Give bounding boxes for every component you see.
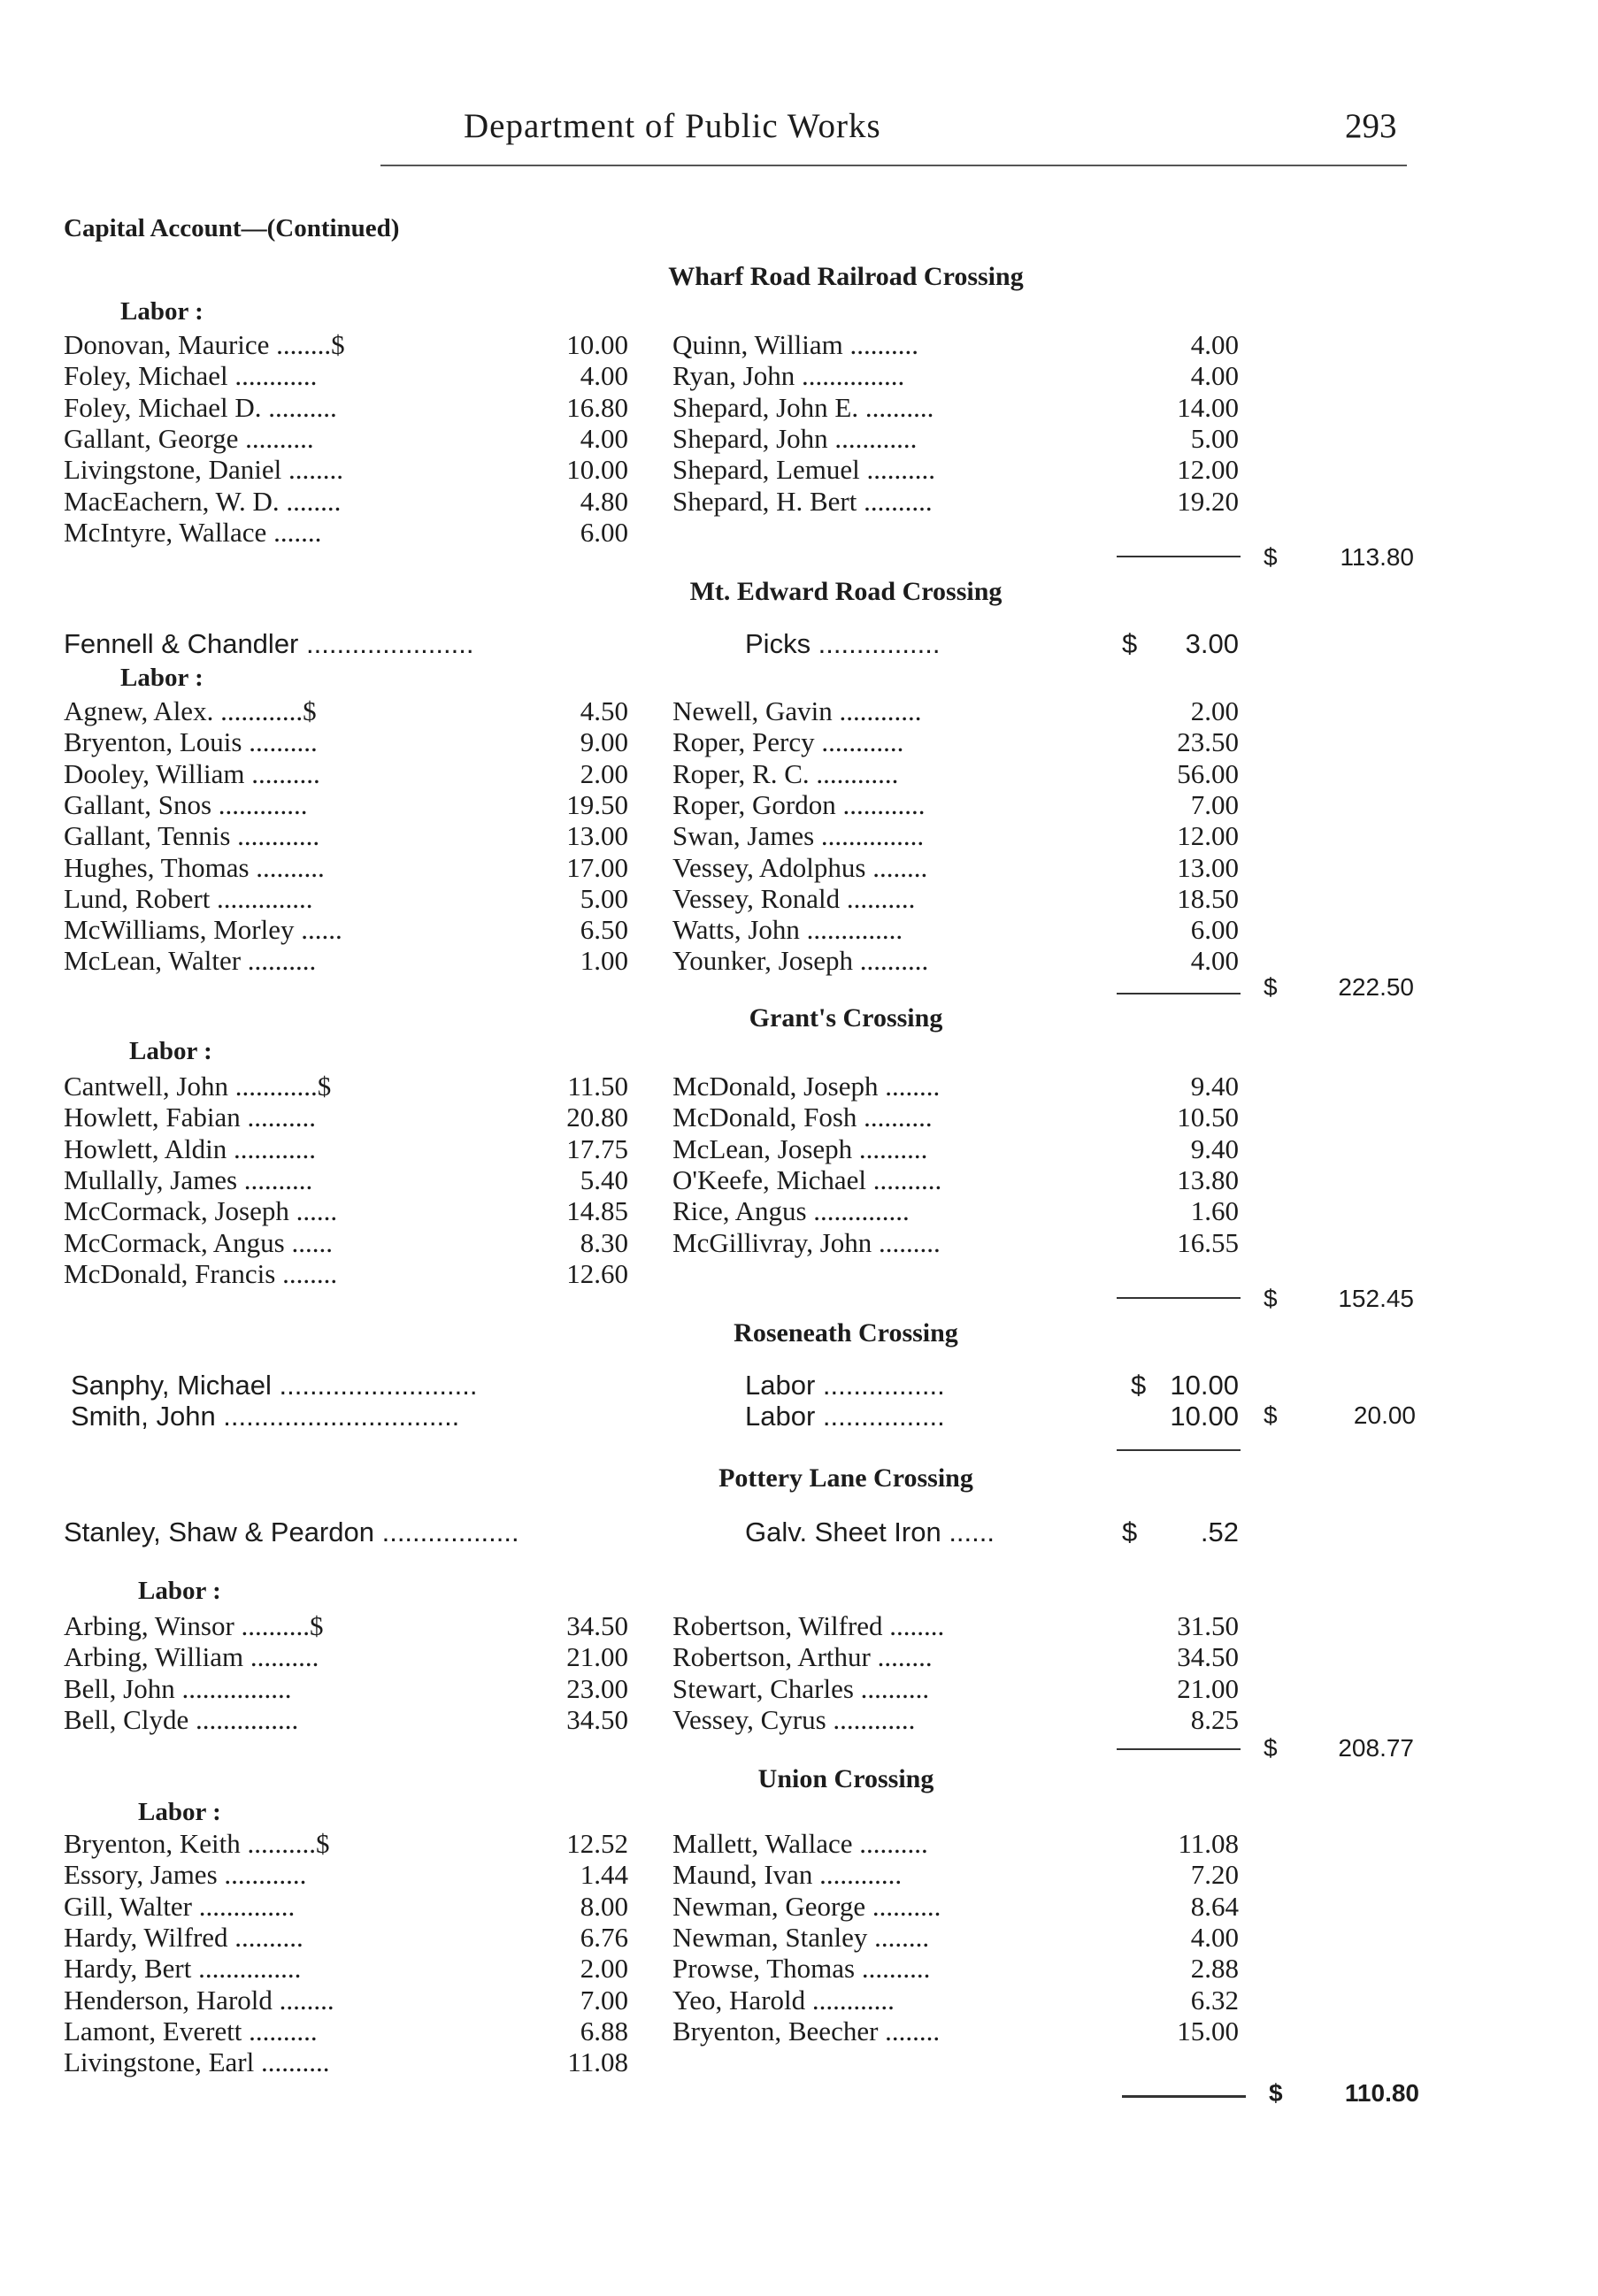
entry-name: McDonald, Francis ........ [64, 1257, 338, 1289]
subtotal-rule [1117, 1748, 1241, 1750]
entry-name: Bell, John ................ [64, 1672, 292, 1704]
dollar-sign: $ [1264, 1285, 1278, 1312]
entry-amount: 6.00 [1190, 914, 1239, 946]
labor-label: Labor : [138, 1577, 221, 1605]
entry-amount: 6.00 [580, 516, 628, 548]
supply-dollar: $ [1122, 1517, 1138, 1547]
entry-amount: 7.20 [1190, 1859, 1239, 1891]
entry-name: Arbing, William .......... [64, 1641, 319, 1673]
entry-item: Labor ................ [745, 1401, 945, 1432]
entry-amount: 11.08 [1178, 1828, 1239, 1859]
entry-name: Livingstone, Daniel ........ [64, 454, 343, 486]
entry-amount: 7.00 [580, 1984, 628, 2016]
entry-amount: 4.00 [1190, 1921, 1239, 1953]
section-title: Union Crossing [757, 1764, 934, 1793]
entry-name: Foley, Michael ............ [64, 360, 318, 392]
supplier-name: Stanley, Shaw & Peardon .................. [64, 1517, 519, 1547]
subtotal-rule [1117, 1297, 1241, 1299]
entry-name: Roper, R. C. ............ [672, 757, 899, 789]
entry-name: McGillivray, John ......... [672, 1226, 941, 1258]
entry-amount: 13.00 [1177, 851, 1239, 883]
entry-name: Cantwell, John ............$ [64, 1071, 332, 1102]
entry-amount: 5.00 [580, 882, 628, 914]
supplier-name: Fennell & Chandler ...................... [64, 628, 474, 659]
subtotal-rule [1117, 556, 1241, 557]
section-total: 110.80 [1344, 2079, 1419, 2107]
entry-name: Vessey, Adolphus ........ [672, 851, 928, 883]
entry-amount: 7.00 [1190, 788, 1239, 820]
section-total: 113.80 [1340, 543, 1414, 571]
page-number: 293 [1345, 107, 1397, 145]
entry-amount: 17.00 [566, 851, 628, 883]
entry-amount: 13.00 [566, 820, 628, 852]
entry-name: Newell, Gavin ............ [672, 695, 922, 726]
entry-amount: 10.00 [1170, 1401, 1239, 1432]
entry-amount: 5.00 [1190, 422, 1239, 454]
entry-amount: 15.00 [1177, 2015, 1239, 2046]
entry-name: McWilliams, Morley ...... [64, 914, 342, 946]
entry-amount: 8.30 [580, 1226, 628, 1258]
section-title: Roseneath Crossing [734, 1318, 958, 1348]
entry-name: Robertson, Arthur ........ [672, 1641, 933, 1673]
entry-amount: 16.80 [566, 391, 628, 423]
entry-name: Shepard, John E. .......... [672, 391, 934, 423]
entry-name: Shepard, H. Bert .......... [672, 485, 933, 517]
entry-amount: 10.00 [566, 329, 628, 360]
supply-item: Galv. Sheet Iron ...... [745, 1517, 995, 1547]
section-title: Wharf Road Railroad Crossing [668, 262, 1024, 291]
entry-name: McLean, Joseph .......... [672, 1133, 928, 1164]
entry-amount: 12.52 [566, 1828, 628, 1859]
entry-amount: 21.00 [566, 1641, 628, 1673]
entry-amount: 9.40 [1190, 1133, 1239, 1164]
entry-amount: 9.00 [580, 726, 628, 758]
entry-name: Robertson, Wilfred ........ [672, 1610, 945, 1641]
entry-name: Younker, Joseph .......... [672, 945, 929, 977]
subtotal-rule [1117, 1449, 1241, 1451]
entry-name: Shepard, John ............ [672, 422, 918, 454]
entry-amount: 8.64 [1190, 1890, 1239, 1922]
entry-amount: 20.80 [566, 1102, 628, 1133]
entry-name: Newman, Stanley ........ [672, 1921, 930, 1953]
entry-amount: 4.00 [1190, 329, 1239, 360]
dollar-sign: $ [1264, 1734, 1278, 1762]
entry-name: Hardy, Wilfred .......... [64, 1921, 303, 1953]
entry-amount: 11.08 [567, 2046, 628, 2078]
entry-name: Shepard, Lemuel .......... [672, 454, 936, 486]
entry-name: Quinn, William .......... [672, 329, 919, 360]
entry-name: McDonald, Fosh .......... [672, 1102, 933, 1133]
entry-name: McLean, Walter .......... [64, 945, 317, 977]
dollar-sign: $ [1264, 1401, 1278, 1429]
entry-name: Livingstone, Earl .......... [64, 2046, 330, 2078]
entry-name: Ryan, John ............... [672, 360, 905, 392]
entry-name: McIntyre, Wallace ....... [64, 516, 322, 548]
entry-amount: 2.00 [580, 1953, 628, 1985]
entry-amount: 17.75 [566, 1133, 628, 1164]
section-title: Pottery Lane Crossing [718, 1463, 973, 1493]
entry-amount: 10.50 [1177, 1102, 1239, 1133]
subtotal-rule [1122, 2095, 1246, 2098]
entry-amount: 4.00 [580, 422, 628, 454]
entry-name: Howlett, Aldin ............ [64, 1133, 317, 1164]
entry-name: Mullally, James .......... [64, 1163, 313, 1195]
labor-label: Labor : [138, 1798, 221, 1826]
entry-amount: 13.80 [1177, 1163, 1239, 1195]
entry-amount: 2.88 [1190, 1953, 1239, 1985]
entry-name: Prowse, Thomas .......... [672, 1953, 931, 1985]
entry-name: McDonald, Joseph ........ [672, 1071, 941, 1102]
entry-amount: 14.00 [1177, 391, 1239, 423]
entry-name: Bryenton, Keith ..........$ [64, 1828, 330, 1859]
supply-amount: .52 [1200, 1517, 1239, 1547]
entry-name: Henderson, Harold ........ [64, 1984, 334, 2016]
entry-name: Mallett, Wallace .......... [672, 1828, 928, 1859]
entry-amount: 1.44 [580, 1859, 628, 1891]
entry-amount: 10.00 [566, 454, 628, 486]
entry-name: Smith, John ............................... [71, 1401, 460, 1432]
entry-name: Watts, John .............. [672, 914, 903, 946]
entry-amount: 34.50 [1177, 1641, 1239, 1673]
entry-amount: 6.32 [1190, 1984, 1239, 2016]
entry-amount: 6.76 [580, 1921, 628, 1953]
entry-name: Rice, Angus .............. [672, 1195, 910, 1227]
entry-name: Sanphy, Michael .......................... [71, 1370, 478, 1401]
page-title: Department of Public Works [464, 107, 881, 145]
entry-amount: 5.40 [580, 1163, 628, 1195]
entry-name: MacEachern, W. D. ........ [64, 485, 342, 517]
entry-name: Maund, Ivan ............ [672, 1859, 903, 1891]
entry-name: Gallant, George .......... [64, 422, 314, 454]
entry-amount: 34.50 [566, 1610, 628, 1641]
supply-dollar: $ [1122, 628, 1138, 659]
entry-name: Bryenton, Louis .......... [64, 726, 318, 758]
section-title: Grant's Crossing [749, 1003, 943, 1033]
section-title: Mt. Edward Road Crossing [689, 577, 1003, 606]
entry-name: Essory, James ............ [64, 1859, 307, 1891]
entry-name: Arbing, Winsor ..........$ [64, 1610, 324, 1641]
entry-amount: 18.50 [1177, 882, 1239, 914]
labor-label: Labor : [129, 1037, 212, 1065]
entry-name: Vessey, Cyrus ............ [672, 1703, 916, 1735]
entry-name: Howlett, Fabian .......... [64, 1102, 316, 1133]
entry-amount: 23.00 [566, 1672, 628, 1704]
section-total: 152.45 [1338, 1285, 1414, 1312]
entry-amount: 8.00 [580, 1890, 628, 1922]
entry-name: Hughes, Thomas .......... [64, 851, 325, 883]
entry-name: Roper, Gordon ............ [672, 788, 926, 820]
dollar-sign: $ [1264, 543, 1278, 571]
entry-name: McCormack, Angus ...... [64, 1226, 333, 1258]
entry-amount: 12.00 [1177, 820, 1239, 852]
entry-amount: 14.85 [566, 1195, 628, 1227]
entry-amount: 56.00 [1177, 757, 1239, 789]
entry-amount: 6.88 [580, 2015, 628, 2046]
entry-amount: 4.00 [1190, 945, 1239, 977]
entry-amount: 10.00 [1170, 1370, 1239, 1401]
entry-name: Dooley, William .......... [64, 757, 320, 789]
dollar-sign: $ [1269, 2079, 1283, 2107]
entry-amount: 4.00 [580, 360, 628, 392]
section-total: 208.77 [1338, 1734, 1414, 1762]
entry-amount: 12.00 [1177, 454, 1239, 486]
section-total: 222.50 [1338, 973, 1414, 1001]
entry-amount: 34.50 [566, 1703, 628, 1735]
entry-name: Gallant, Snos ............. [64, 788, 308, 820]
entry-name: Newman, George .......... [672, 1890, 941, 1922]
entry-amount: 2.00 [1190, 695, 1239, 726]
entry-amount: 2.00 [580, 757, 628, 789]
entry-name: Bell, Clyde ............... [64, 1703, 299, 1735]
entry-amount: 8.25 [1190, 1703, 1239, 1735]
entry-name: Stewart, Charles .......... [672, 1672, 930, 1704]
entry-name: Hardy, Bert ............... [64, 1953, 302, 1985]
entry-amount: 31.50 [1177, 1610, 1239, 1641]
entry-name: Donovan, Maurice ........$ [64, 329, 345, 360]
header-rule [380, 165, 1407, 166]
entry-amount: 19.20 [1177, 485, 1239, 517]
entry-amount: 11.50 [567, 1071, 628, 1102]
entry-name: Yeo, Harold ............ [672, 1984, 895, 2016]
entry-dollar: $ [1131, 1370, 1147, 1401]
entry-amount: 1.00 [580, 945, 628, 977]
entry-amount: 1.60 [1190, 1195, 1239, 1227]
entry-amount: 16.55 [1177, 1226, 1239, 1258]
subtotal-rule [1117, 993, 1241, 994]
entry-name: Swan, James ............... [672, 820, 925, 852]
entry-amount: 4.50 [580, 695, 628, 726]
entry-name: Bryenton, Beecher ........ [672, 2015, 941, 2046]
labor-label: Labor : [120, 664, 204, 692]
entry-name: Lund, Robert .............. [64, 882, 313, 914]
entry-amount: 12.60 [566, 1257, 628, 1289]
entry-name: Roper, Percy ............ [672, 726, 904, 758]
entry-name: Agnew, Alex. ............$ [64, 695, 317, 726]
entry-name: Vessey, Ronald .......... [672, 882, 916, 914]
entry-name: Foley, Michael D. .......... [64, 391, 337, 423]
entry-amount: 21.00 [1177, 1672, 1239, 1704]
entry-amount: 19.50 [566, 788, 628, 820]
supply-item: Picks ................ [745, 628, 941, 659]
entry-name: Gallant, Tennis ............ [64, 820, 320, 852]
account-title: Capital Account—(Continued) [64, 214, 400, 242]
entry-name: Lamont, Everett .......... [64, 2015, 318, 2046]
entry-amount: 6.50 [580, 914, 628, 946]
entry-amount: 9.40 [1190, 1071, 1239, 1102]
entry-name: O'Keefe, Michael .......... [672, 1163, 942, 1195]
section-total: 20.00 [1353, 1401, 1416, 1429]
entry-name: Gill, Walter .............. [64, 1890, 296, 1922]
entry-amount: 23.50 [1177, 726, 1239, 758]
entry-name: McCormack, Joseph ...... [64, 1195, 338, 1227]
entry-item: Labor ................ [745, 1370, 945, 1401]
labor-label: Labor : [120, 297, 204, 326]
entry-amount: 4.80 [580, 485, 628, 517]
supply-amount: 3.00 [1185, 628, 1239, 659]
dollar-sign: $ [1264, 973, 1278, 1001]
entry-amount: 4.00 [1190, 360, 1239, 392]
